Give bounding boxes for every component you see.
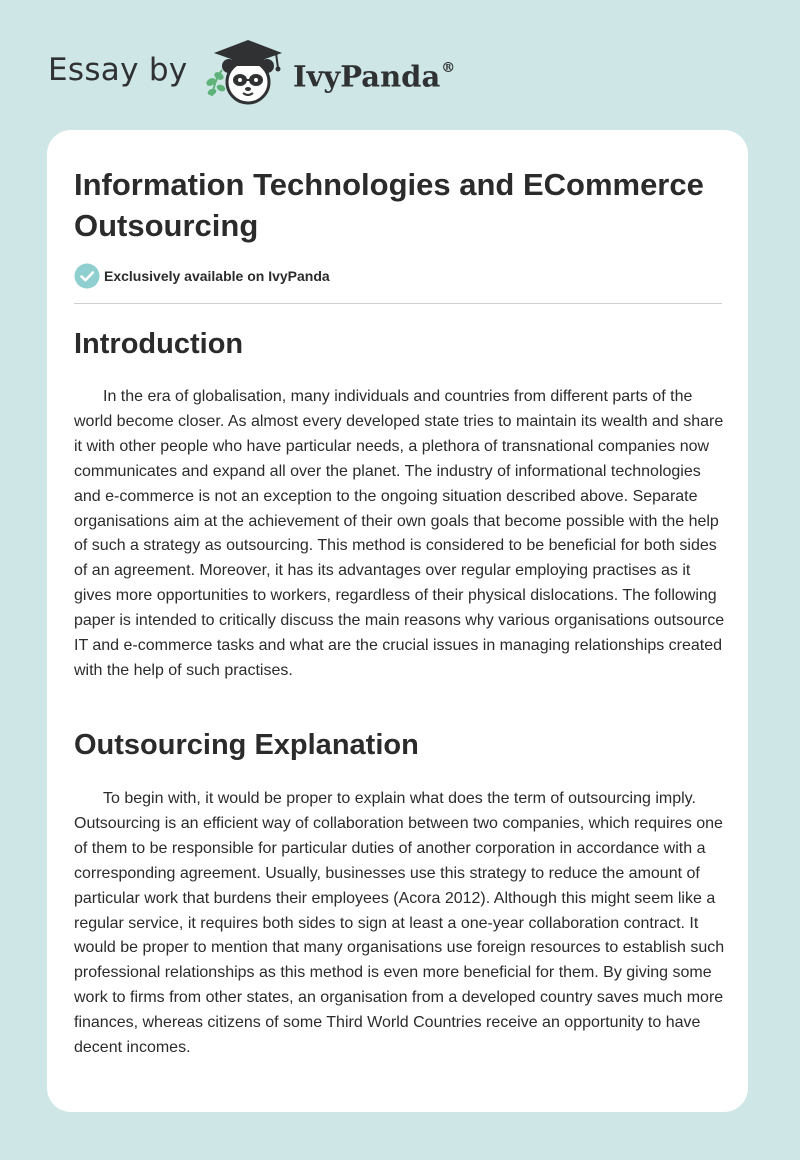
outsourcing-explanation-paragraph: To begin with, it would be proper to explain what does the term of outsourcing imply. Outsourcing is an efficient way of collaboration between two companies, which requires one of them to be responsible for particular duties of another corporation in accordance with a corresponding agreement. Usually, businesses use this strategy to reduce the amount of particular work that burdens their employees (Acora 2012). Although this might seem like a regular service, it requires both sides to sign at least a one-year collaboration contract. It would be proper to mention that many organisations use foreign resources to establish such professional relationships as this method is even more beneficial for them. By giving some work to firms from other states, an organisation from a developed country saves much more finances, whereas citizens of some Third World Countries receive an opportunity to have decent incomes. [74,790,725,1057]
introduction-paragraph: In the era of globalisation, many individuals and countries from different parts of the world become closer. As almost every developed state tries to maintain its wealth and share it with other people who have particular needs, a plethora of transnational companies now communicates and expand all over the planet. The industry of informational technologies and e-commerce is not an exception to the ongoing situation described above. Separate organisations aim at the achievement of their own goals that become possible with the help of such a strategy as outsourcing. This method is considered to be beneficial for both sides of an agreement. Moreover, it has its advantages over regular employing practises as it gives more opportunities to workers, regardless of their physical dislocations. The following paper is intended to critically discuss the main reasons why various organisations outsource IT and e-commerce tasks and what are the crucial issues in managing relationships created with the help of such practises. [74,388,725,679]
brand-name[interactable] [293,50,455,99]
check-circle-icon [74,263,100,289]
section-heading-introduction: Introduction [74,328,244,360]
site-header [0,0,800,130]
page-title: Information Technologies and ECommerce Outsourcing [74,167,704,243]
section-heading-outsourcing-explanation: Outsourcing Explanation [74,729,419,761]
brand-name-text: IvyPanda [293,59,441,94]
registered-mark: ® [441,60,456,76]
divider [74,303,722,304]
badge-text: Exclusively available on IvyPanda [104,268,330,284]
essay-card [47,130,748,1112]
panda-logo-icon[interactable] [202,36,292,108]
brand-prefix: Essay by [48,52,188,88]
